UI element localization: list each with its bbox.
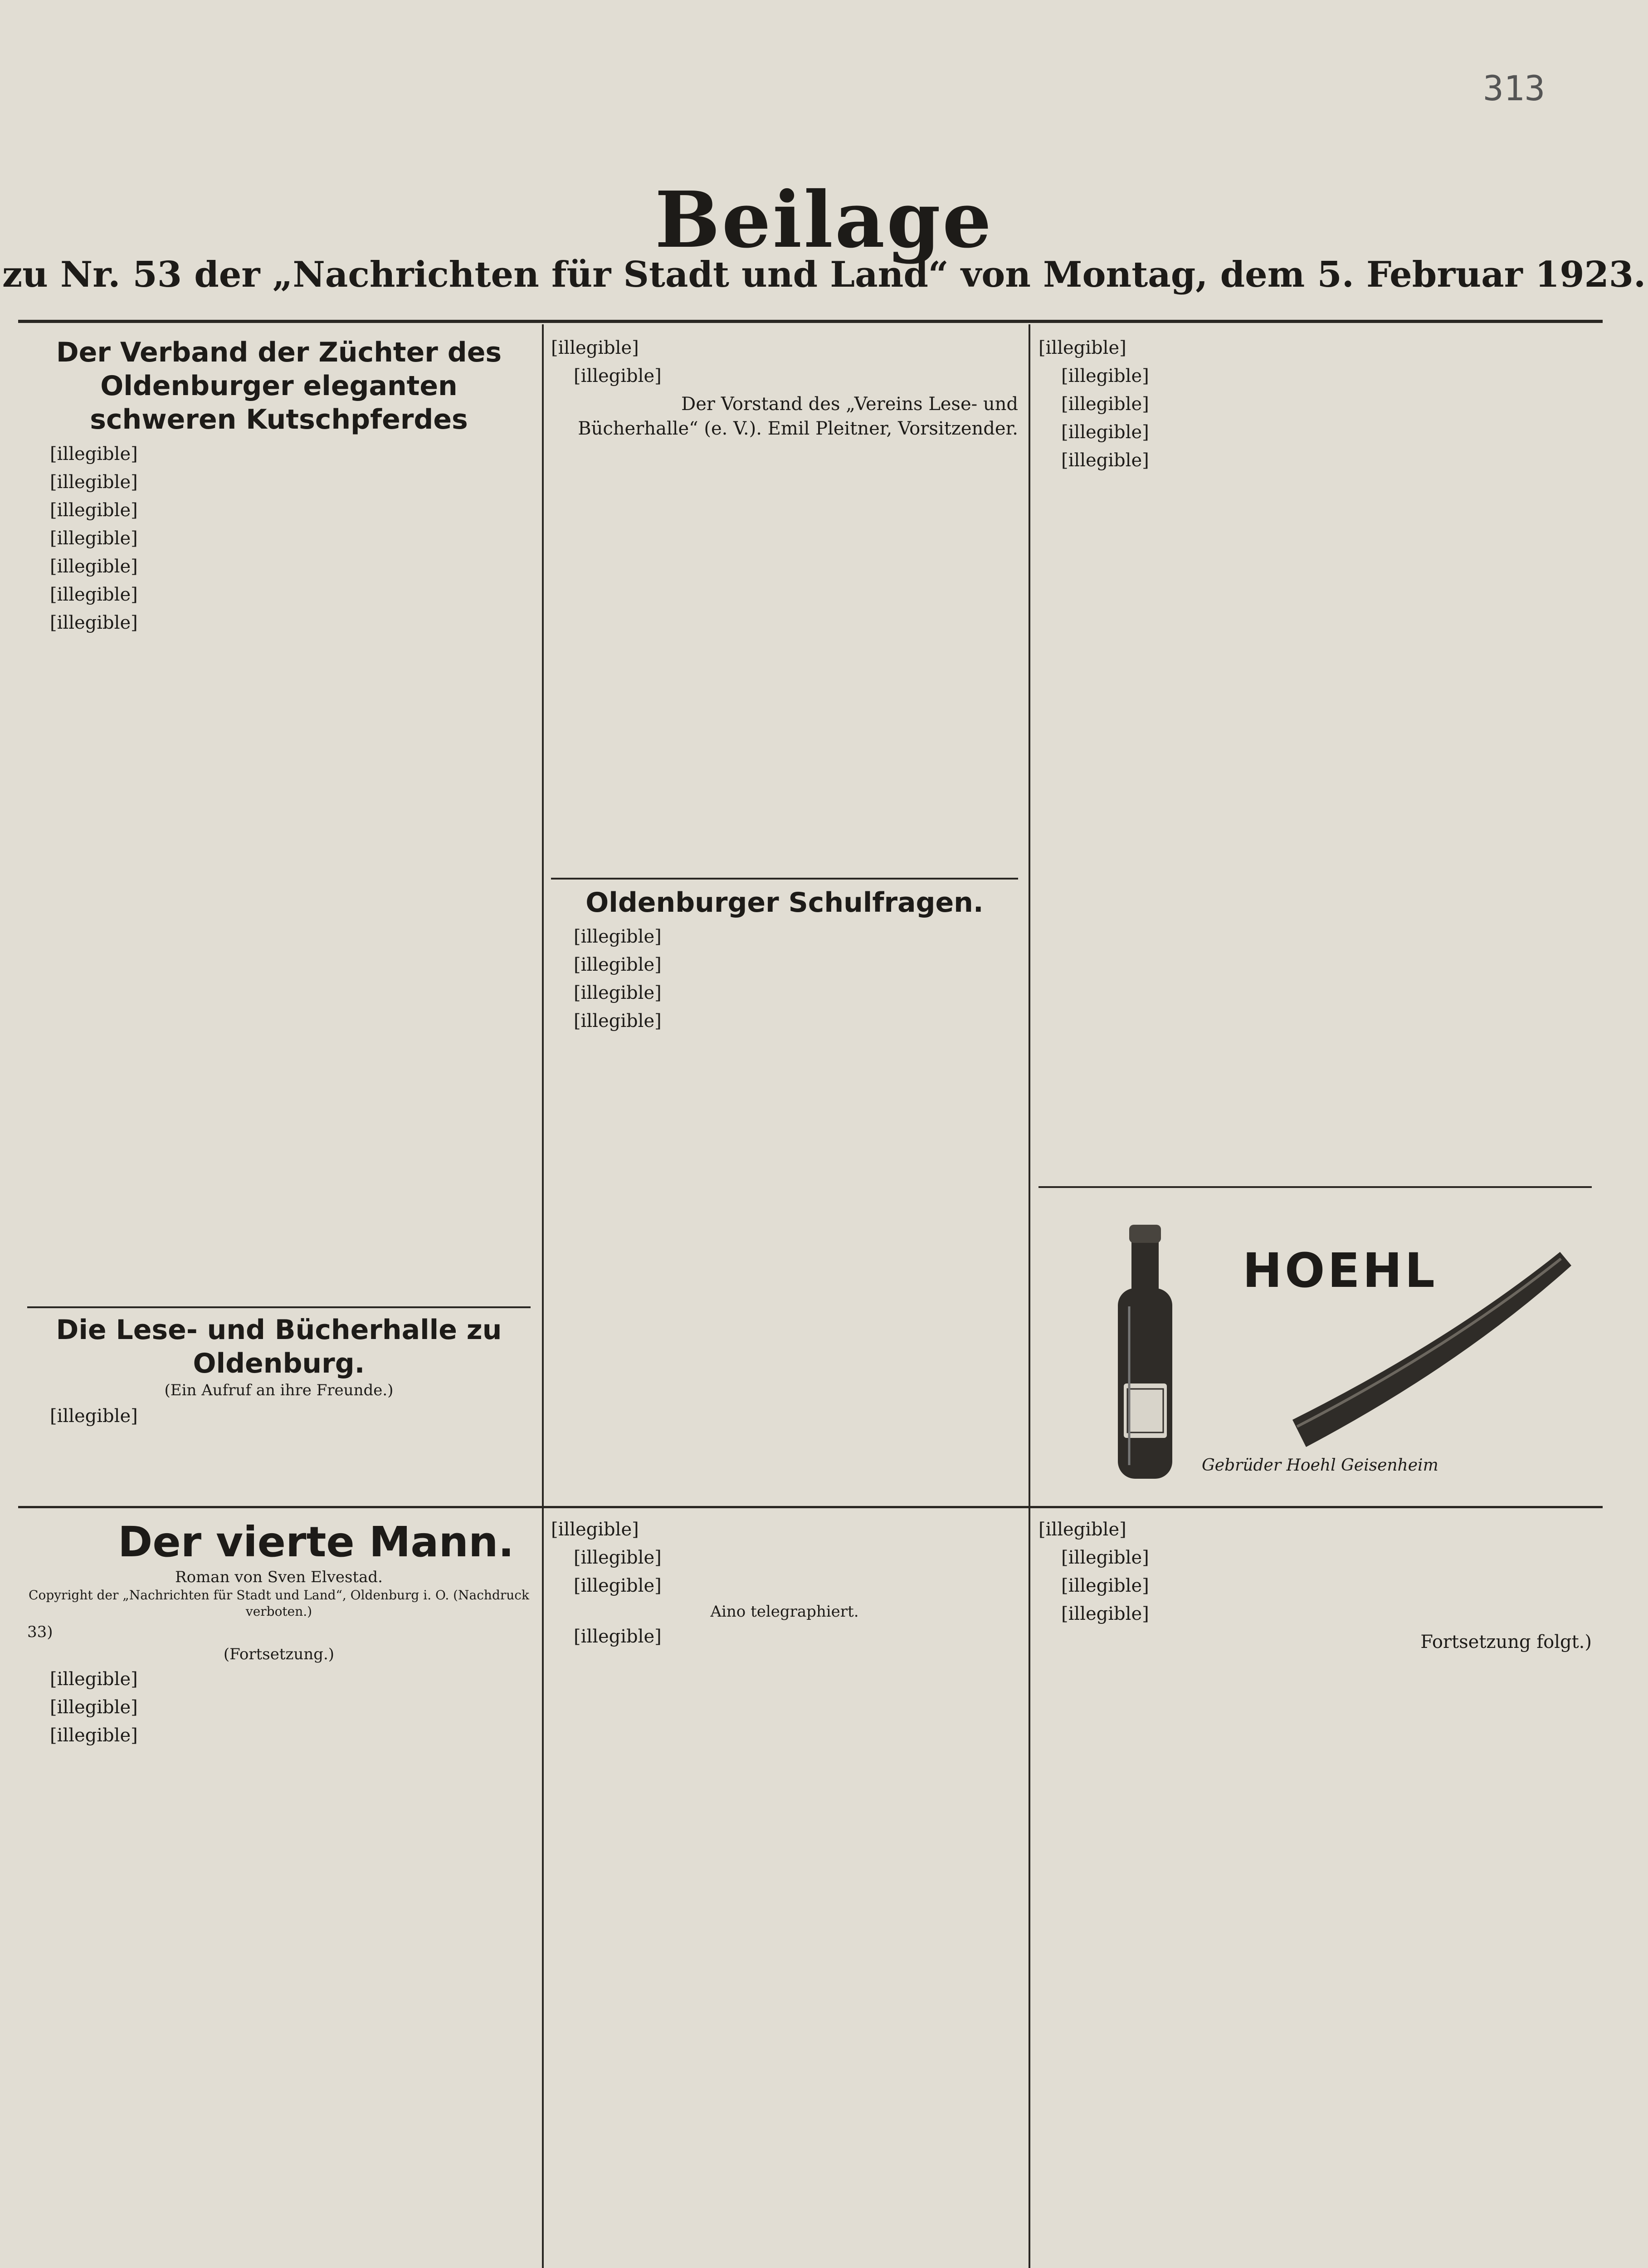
article-paragraph: [illegible] (50, 1406, 138, 1427)
article-signature: Der Vorstand des „Vereins Lese- und Bücherhalle“ (e. V.). Emil Pleitner, Vorsitzender. (578, 394, 1018, 439)
column-divider (1029, 1508, 1030, 2268)
article-paragraph: [illegible] (574, 982, 662, 1003)
column-divider (1029, 324, 1030, 1506)
article-paragraph: [illegible] (50, 528, 138, 549)
supplement-subtitle: zu Nr. 53 der „Nachrichten für Stadt und Land“ von Montag, dem 5. Februar 1923. (2, 254, 1646, 295)
page-number: 313 (1483, 68, 1546, 108)
article-paragraph: [illegible] (574, 1626, 662, 1647)
article-paragraph: [illegible] (1061, 450, 1149, 471)
article-zuechter (27, 336, 531, 639)
article-paragraph: [illegible] (50, 500, 138, 521)
advertisement-hoehl (1039, 1193, 1592, 1501)
section-rule-horizontal (18, 1506, 1603, 1508)
article-paragraph: [illegible] (574, 1011, 662, 1031)
novel-to-be-continued: Fortsetzung folgt.) (1420, 1632, 1592, 1652)
article-paragraph: [illegible] (574, 926, 662, 947)
article-paragraph: [illegible] (574, 954, 662, 975)
article-schulfragen-continued (1039, 336, 1592, 476)
brand-name: HOEHL (1243, 1243, 1438, 1298)
section-rule (551, 878, 1018, 880)
article-paragraph: [illegible] (551, 1519, 639, 1540)
article-paragraph: [illegible] (574, 1547, 662, 1568)
article-heading: Die Lese- und Bücherhalle zu Oldenburg. (56, 1314, 502, 1379)
article-heading: Der Verband der Züchter des Oldenburger eleganten schweren Kutschpferdes (56, 337, 502, 435)
column-divider (542, 1508, 544, 2268)
section-rule (27, 1306, 531, 1308)
article-paragraph: [illegible] (1039, 1519, 1126, 1540)
novel-section-label: Aino telegraphiert. (710, 1603, 859, 1621)
article-paragraph: [illegible] (574, 366, 662, 386)
novel-installment-number: 33) (27, 1623, 53, 1641)
article-subheading: (Ein Aufruf an ihre Freunde.) (164, 1381, 394, 1399)
section-rule (1039, 1186, 1592, 1188)
article-paragraph: [illegible] (1061, 1603, 1149, 1624)
article-paragraph: [illegible] (1039, 337, 1126, 358)
column-divider (542, 324, 544, 1506)
article-paragraph: [illegible] (1061, 366, 1149, 386)
masthead-rule (18, 320, 1603, 323)
novel-byline: Roman von Sven Elvestad. (175, 1568, 383, 1586)
advertisement-tagline: Gebrüder Hoehl Geisenheim (1202, 1456, 1438, 1475)
novel-continuation-note: (Fortsetzung.) (223, 1645, 335, 1663)
novel-title: Der vierte Mann. (118, 1518, 514, 1566)
serial-novel-continued (551, 1517, 1018, 1652)
article-paragraph: [illegible] (50, 556, 138, 577)
serial-novel-end (1039, 1517, 1592, 1654)
article-paragraph: [illegible] (551, 337, 639, 358)
article-paragraph: [illegible] (50, 472, 138, 493)
sparkling-wine-bottle-illustration (1039, 1193, 1592, 1501)
article-paragraph: [illegible] (50, 1697, 138, 1718)
article-paragraph: [illegible] (50, 1669, 138, 1690)
article-paragraph: [illegible] (50, 1725, 138, 1746)
article-lesehalle-start (27, 1313, 531, 1432)
article-lesehalle-continued (551, 336, 1018, 445)
article-schulfragen (551, 885, 1018, 1037)
article-paragraph: [illegible] (1061, 1575, 1149, 1596)
serial-novel (27, 1517, 531, 1751)
article-paragraph: [illegible] (50, 612, 138, 633)
article-paragraph: [illegible] (574, 1575, 662, 1596)
article-paragraph: [illegible] (50, 444, 138, 464)
article-paragraph: [illegible] (1061, 1547, 1149, 1568)
article-paragraph: [illegible] (1061, 394, 1149, 415)
novel-copyright: Copyright der „Nachrichten für Stadt und Land“, Oldenburg i. O. (Nachdruck verboten.) (29, 1588, 529, 1619)
article-heading: Oldenburger Schulfragen. (585, 887, 984, 919)
supplement-title: Beilage (654, 175, 994, 265)
article-paragraph: [illegible] (1061, 422, 1149, 443)
article-paragraph: [illegible] (50, 584, 138, 605)
